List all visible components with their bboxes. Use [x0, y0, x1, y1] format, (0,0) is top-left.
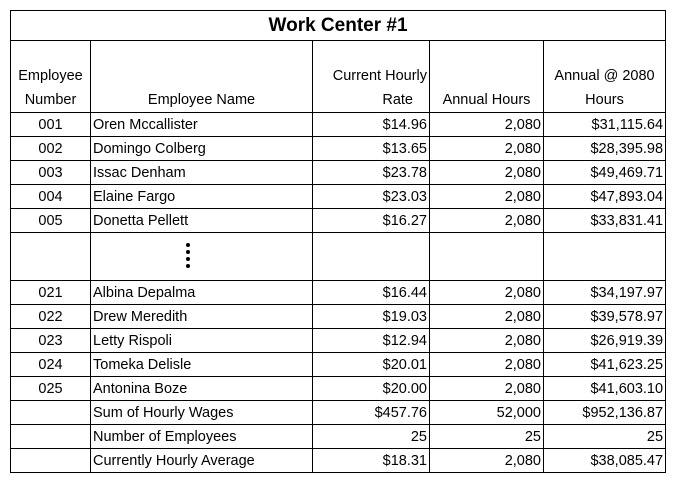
- annual-hours-cell: 2,080: [430, 305, 544, 329]
- employee-number-cell: 025: [11, 377, 91, 401]
- header-row: [11, 41, 666, 113]
- summary-label-cell: Sum of Hourly Wages: [91, 401, 313, 425]
- summary-blank-cell: [11, 449, 91, 473]
- hourly-rate-cell: $12.94: [313, 329, 430, 353]
- table-row: [11, 161, 666, 185]
- employee-name-cell: Antonina Boze: [91, 377, 313, 401]
- employee-name-cell: Letty Rispoli: [91, 329, 313, 353]
- hourly-rate-cell: $20.01: [313, 353, 430, 377]
- hourly-rate-cell: $23.78: [313, 161, 430, 185]
- summary-row: [11, 401, 666, 425]
- ellipsis-dot: [186, 243, 190, 247]
- annual-pay-cell: $28,395.98: [544, 137, 666, 161]
- summary-blank-cell: [11, 425, 91, 449]
- employee-name-cell: Albina Depalma: [91, 281, 313, 305]
- hourly-rate-cell: $13.65: [313, 137, 430, 161]
- gap-annual-cell: [544, 233, 666, 281]
- employee-number-cell: 022: [11, 305, 91, 329]
- omitted-rows: [11, 233, 666, 281]
- annual-pay-cell: $31,115.64: [544, 113, 666, 137]
- table-row: [11, 281, 666, 305]
- annual-hours-cell: 2,080: [430, 377, 544, 401]
- header-annual-line1: Annual @ 2080: [554, 68, 655, 84]
- summary-rate-cell: $457.76: [313, 401, 430, 425]
- gap-hours-cell: [430, 233, 544, 281]
- ellipsis-dot: [186, 257, 190, 261]
- employee-name-cell: Oren Mccallister: [91, 113, 313, 137]
- hourly-rate-cell: $16.44: [313, 281, 430, 305]
- summary-annual-cell: $38,085.47: [544, 449, 666, 473]
- employee-name-cell: Tomeka Delisle: [91, 353, 313, 377]
- employee-number-cell: 023: [11, 329, 91, 353]
- summary-annual-cell: 25: [544, 425, 666, 449]
- header-employee-number: [11, 41, 91, 113]
- annual-hours-cell: 2,080: [430, 329, 544, 353]
- employee-name-cell: Donetta Pellett: [91, 209, 313, 233]
- table-row: [11, 305, 666, 329]
- header-number-line1: Employee: [18, 68, 83, 84]
- table-row: [11, 377, 666, 401]
- annual-pay-cell: $47,893.04: [544, 185, 666, 209]
- summary-annual-cell: $952,136.87: [544, 401, 666, 425]
- table-row: [11, 185, 666, 209]
- summary-rate-cell: $18.31: [313, 449, 430, 473]
- gap-rate-cell: [313, 233, 430, 281]
- summary-hours-cell: 52,000: [430, 401, 544, 425]
- header-annual-2080: [544, 41, 666, 113]
- vertical-ellipsis-icon: [186, 243, 192, 268]
- header-rate-line2: Rate: [382, 92, 413, 108]
- header-annual-hours: Annual Hours: [430, 41, 544, 113]
- employee-name-cell: Issac Denham: [91, 161, 313, 185]
- table-title: Work Center #1: [11, 11, 666, 41]
- hourly-rate-cell: $19.03: [313, 305, 430, 329]
- annual-pay-cell: $33,831.41: [544, 209, 666, 233]
- summary-hours-cell: 25: [430, 425, 544, 449]
- annual-hours-cell: 2,080: [430, 209, 544, 233]
- summary-label-cell: Number of Employees: [91, 425, 313, 449]
- annual-pay-cell: $39,578.97: [544, 305, 666, 329]
- table-row: [11, 209, 666, 233]
- employee-name-cell: Domingo Colberg: [91, 137, 313, 161]
- gap-name-cell: [91, 233, 313, 281]
- employee-name-cell: Drew Meredith: [91, 305, 313, 329]
- annual-pay-cell: $41,623.25: [544, 353, 666, 377]
- header-hourly-rate: [313, 41, 430, 113]
- hourly-rate-cell: $23.03: [313, 185, 430, 209]
- header-number-line2: Number: [24, 92, 77, 108]
- table-row: [11, 113, 666, 137]
- header-rate-line1: Current Hourly: [332, 68, 427, 84]
- hourly-rate-cell: $14.96: [313, 113, 430, 137]
- summary-row: [11, 425, 666, 449]
- annual-hours-cell: 2,080: [430, 113, 544, 137]
- employee-number-cell: 002: [11, 137, 91, 161]
- employee-number-cell: 003: [11, 161, 91, 185]
- employee-number-cell: 024: [11, 353, 91, 377]
- employee-number-cell: 021: [11, 281, 91, 305]
- employee-name-cell: Elaine Fargo: [91, 185, 313, 209]
- hourly-rate-cell: $16.27: [313, 209, 430, 233]
- summary-label-cell: Currently Hourly Average: [91, 449, 313, 473]
- annual-pay-cell: $41,603.10: [544, 377, 666, 401]
- work-center-table: [10, 10, 666, 473]
- annual-hours-cell: 2,080: [430, 137, 544, 161]
- annual-pay-cell: $49,469.71: [544, 161, 666, 185]
- annual-pay-cell: $26,919.39: [544, 329, 666, 353]
- summary-rate-cell: 25: [313, 425, 430, 449]
- ellipsis-dot: [186, 264, 190, 268]
- header-annual-line2: Hours: [585, 92, 624, 108]
- table-row: [11, 137, 666, 161]
- summary-hours-cell: 2,080: [430, 449, 544, 473]
- ellipsis-dot: [186, 250, 190, 254]
- hourly-rate-cell: $20.00: [313, 377, 430, 401]
- annual-hours-cell: 2,080: [430, 185, 544, 209]
- employee-number-cell: 005: [11, 209, 91, 233]
- annual-pay-cell: $34,197.97: [544, 281, 666, 305]
- table-row: [11, 353, 666, 377]
- employee-number-cell: 001: [11, 113, 91, 137]
- gap-number-cell: [11, 233, 91, 281]
- annual-hours-cell: 2,080: [430, 281, 544, 305]
- employee-number-cell: 004: [11, 185, 91, 209]
- table-row: [11, 329, 666, 353]
- annual-hours-cell: 2,080: [430, 161, 544, 185]
- annual-hours-cell: 2,080: [430, 353, 544, 377]
- header-employee-name: Employee Name: [91, 41, 313, 113]
- summary-blank-cell: [11, 401, 91, 425]
- summary-row: [11, 449, 666, 473]
